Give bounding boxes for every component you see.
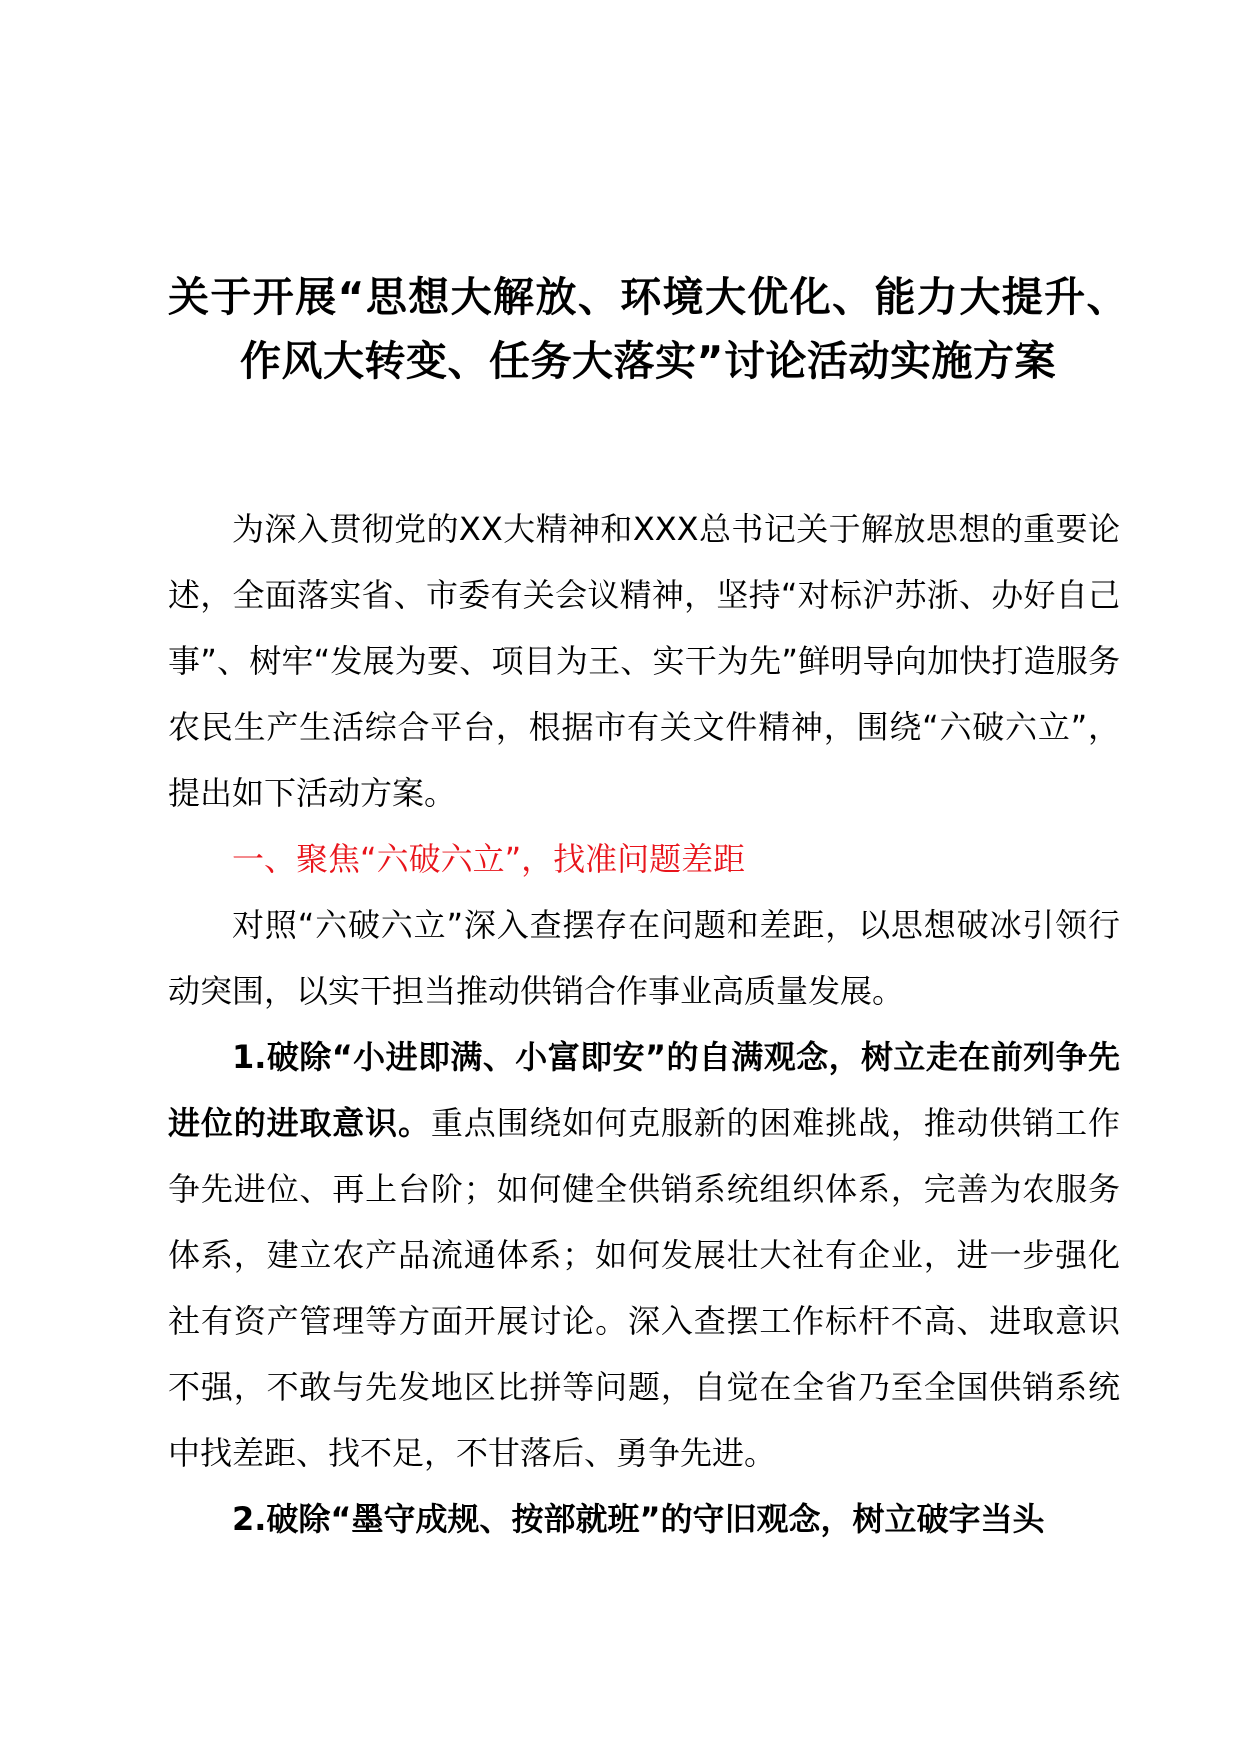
- section-1-paragraph: 对照“六破六立”深入查摆存在问题和差距，以思想破冰引领行动突围，以实干担当推动供销合作事业高质量发展。: [168, 906, 1120, 1010]
- item-1-text: 重点围绕如何克服新的困难挑战，推动供销工作争先进位、再上台阶；如何健全供销系统组织体系，完善为农服务体系，建立农产品流通体系；如何发展壮大社有企业，进一步强化社有资产管理等方面开展讨论。深入查摆工作标杆不高、进取意识不强，不敢与先发地区比拼等问题，自觉在全省乃至全国供销系统中找差距、找不足，不甘落后、勇争先进。: [168, 1104, 1120, 1472]
- item-2-lead: 2.破除“墨守成规、按部就班”的守旧观念，树立破字当头: [232, 1500, 1045, 1538]
- section-heading-1: 一、聚焦“六破六立”，找准问题差距: [232, 840, 746, 878]
- intro-paragraph: 为深入贯彻党的XX大精神和XXX总书记关于解放思想的重要论述，全面落实省、市委有关会议精神，坚持“对标沪苏浙、办好自己事”、树牢“发展为要、项目为王、实干为先”鲜明导向加快打造服务农民生产生活综合平台，根据市有关文件精神，围绕“六破六立”，提出如下活动方案。: [168, 510, 1120, 812]
- document-title: 关于开展“思想大解放、环境大优化、能力大提升、作风大转变、任务大落实”讨论活动实施方案: [168, 273, 1128, 385]
- document-body: [168, 496, 1120, 1552]
- item-2-paragraph: [168, 1486, 1120, 1552]
- item-1-paragraph: [168, 1024, 1120, 1486]
- item-1-lead: 1.破除“小进即满、小富即安”的自满观念，树立走在前列争先进位的进取意识。: [168, 1038, 1120, 1142]
